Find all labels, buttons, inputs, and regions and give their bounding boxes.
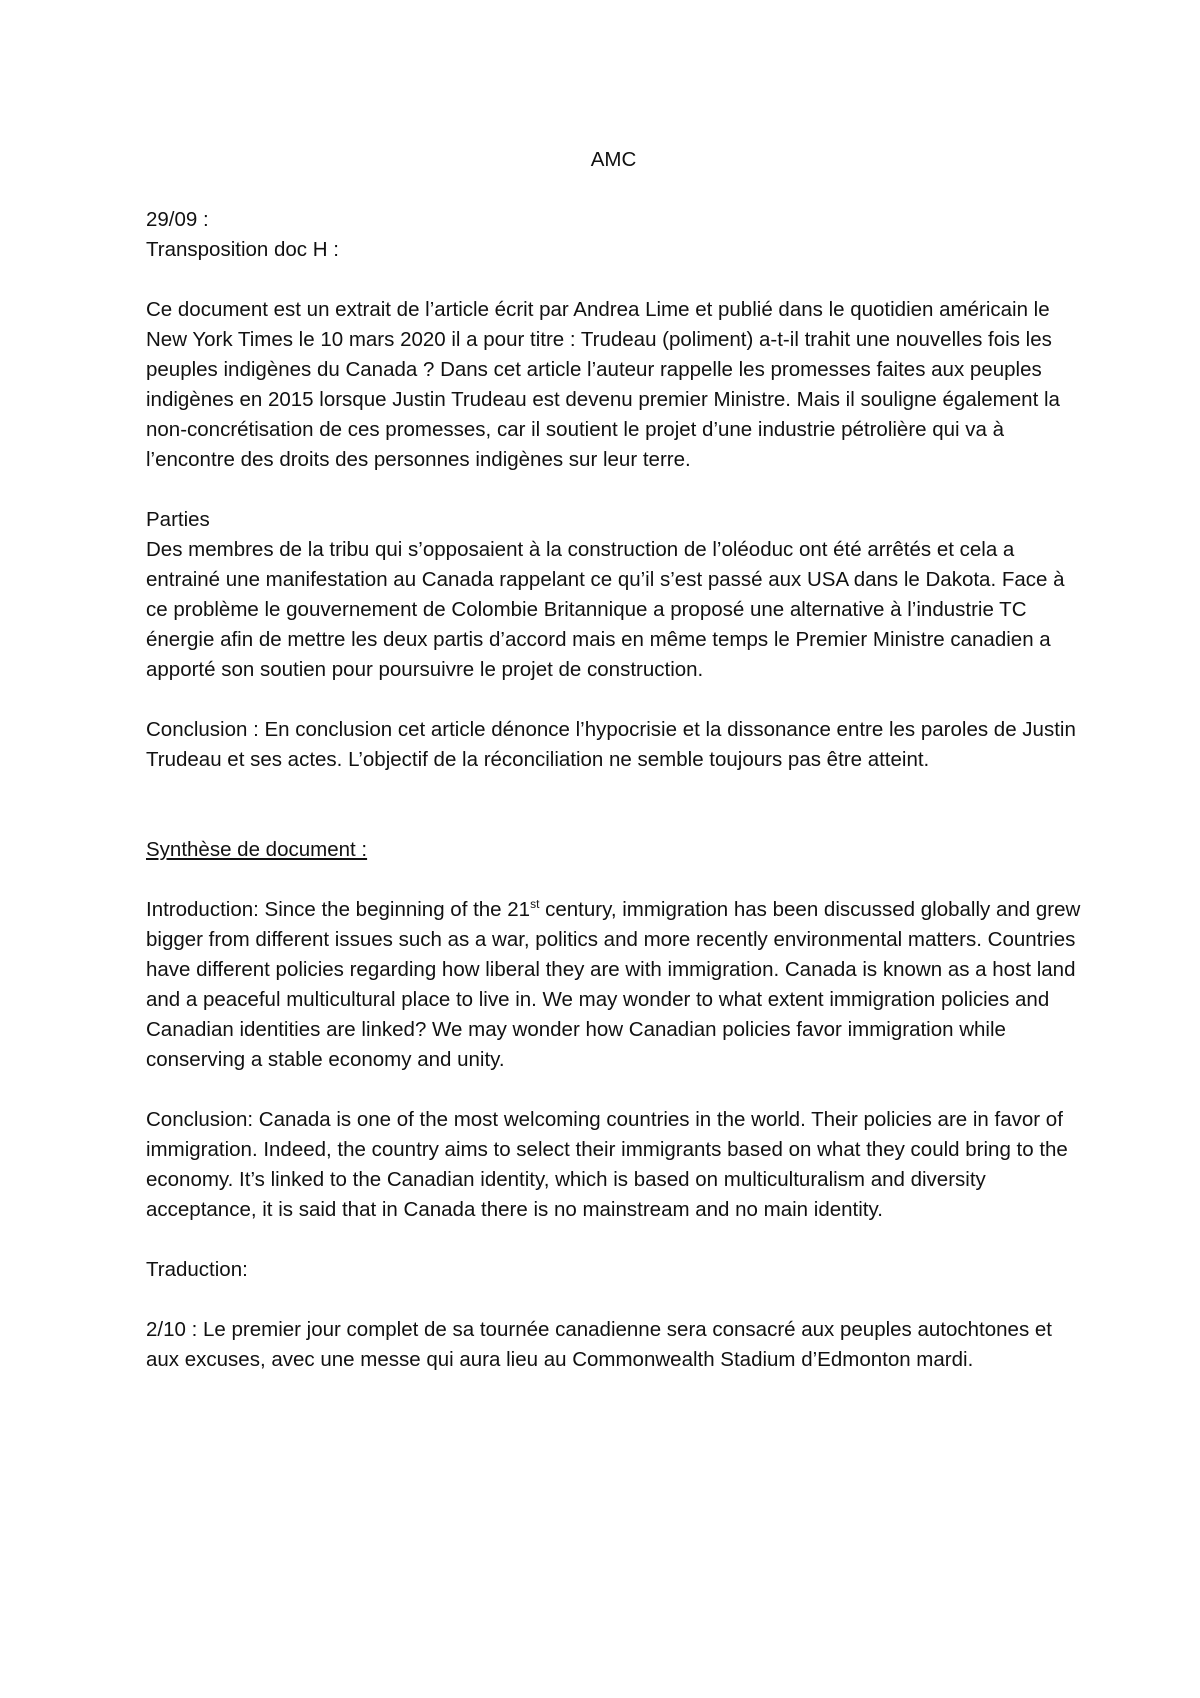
header-block <box>146 205 1081 265</box>
date-label: 29/09 : <box>146 208 209 231</box>
traduction-label: Traduction: <box>146 1258 248 1281</box>
conclusion-fr-paragraph: Conclusion : En conclusion cet article dénonce l’hypocrisie et la dissonance entre les paroles de Justin Trudeau et ses actes. L’objectif de la réconciliation ne semble toujours pas être atteint. <box>146 718 1076 771</box>
parties-paragraph: Des membres de la tribu qui s’opposaient à la construction de l’oléoduc ont été arrêtés et cela a entrainé une manifestation au Canada rappelant ce qu’il s’est passé aux USA dans le Dakota. Face à ce problème le gouvernement de Colombie Britannique a proposé une alternative à l’industrie TC énergie afin de mettre les deux partis d’accord mais en même temps le Premier Ministre canadien a apporté son soutien pour poursuivre le projet de construction. <box>146 538 1065 681</box>
synthese-heading: Synthèse de document : <box>146 838 368 861</box>
intro-text-start: Introduction: Since the beginning of the 21 <box>146 898 531 921</box>
synthese-heading-block <box>146 835 1081 865</box>
document-content <box>146 145 1081 1405</box>
intro-text-end: century, immigration has been discussed globally and grew bigger from different issues such as a war, politics and more recently environmental matters. Countries have different policies regarding how liberal they are with immigration. Canada is known as a host land and a peaceful multicultural place to live in. We may wonder to what extent immigration policies and Canadian identities are linked? We may wonder how Canadian policies favor immigration while conserving a stable economy and unity. <box>146 898 1081 1071</box>
traduction-paragraph: 2/10 : Le premier jour complet de sa tournée canadienne sera consacré aux peuples autochtones et aux excuses, avec une messe qui aura lieu au Commonwealth Stadium d’Edmonton mardi. <box>146 1318 1052 1371</box>
transposition-paragraph: Ce document est un extrait de l’article écrit par Andrea Lime et publié dans le quotidien américain le New York Times le 10 mars 2020 il a pour titre : Trudeau (poliment) a-t-il trahit une nouvelles fois les peuples indigènes du Canada ? Dans cet article l’auteur rappelle les promesses faites aux peuples indigènes en 2015 lorsque Justin Trudeau est devenu premier Ministre. Mais il souligne également la non-concrétisation de ces promesses, car il soutient le projet d’une industrie pétrolière qui va à l’encontre des droits des personnes indigènes sur leur terre. <box>146 298 1060 471</box>
introduction-paragraph <box>146 895 1081 1075</box>
transposition-label: Transposition doc H : <box>146 238 339 261</box>
parties-label: Parties <box>146 508 210 531</box>
parties-block <box>146 505 1081 685</box>
spacer <box>146 805 1081 835</box>
conclusion-en-paragraph: Conclusion: Canada is one of the most welcoming countries in the world. Their policies are in favor of immigration. Indeed, the country aims to select their immigrants based on what they could bring to the economy. It’s linked to the Canadian identity, which is based on multiculturalism and diversity acceptance, it is said that in Canada there is no mainstream and no main identity. <box>146 1108 1068 1221</box>
page-title: AMC <box>590 148 637 171</box>
intro-superscript: st <box>530 897 540 912</box>
